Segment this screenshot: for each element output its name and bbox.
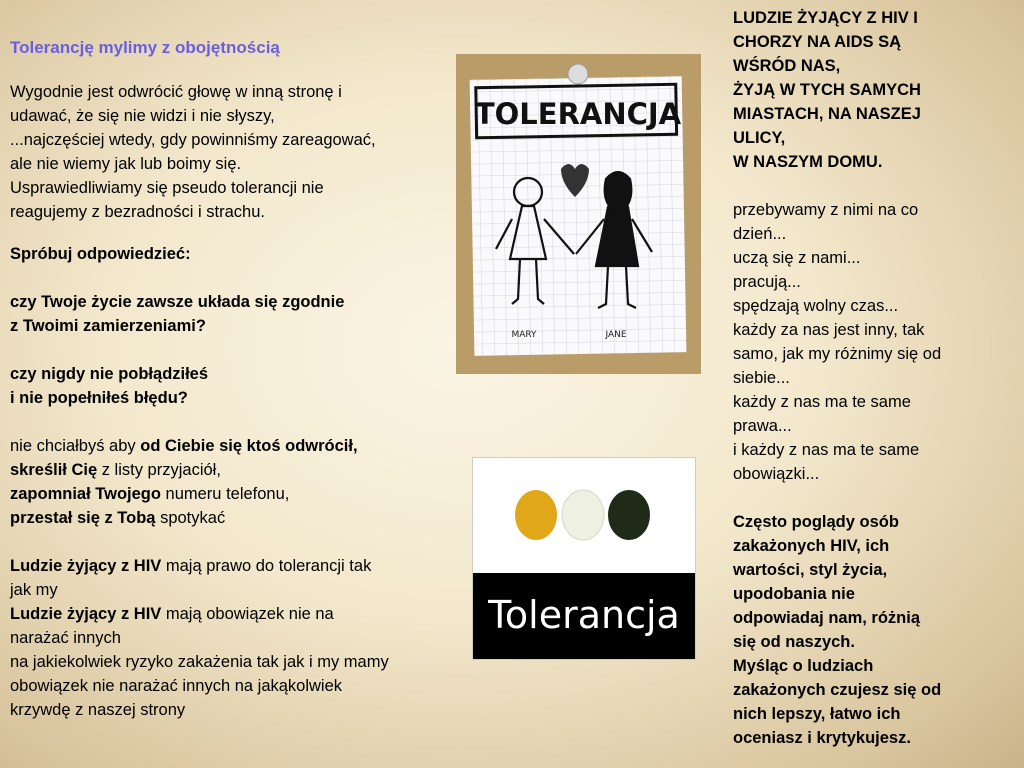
heading-line: MIASTACH, NA NASZEJ xyxy=(733,105,921,123)
rights-line: krzywdę z naszej strony xyxy=(10,701,186,719)
intro-line: Usprawiedliwiamy się pseudo tolerancji nie xyxy=(10,179,324,197)
name-jane: JANE xyxy=(605,330,627,340)
intro-line: ...najczęściej wtedy, gdy powinniśmy zareagować, xyxy=(10,131,376,149)
question-2-line: czy nigdy nie pobłądziłeś xyxy=(10,365,209,383)
right-column xyxy=(733,6,995,750)
closing-line: się od naszych. xyxy=(733,633,855,651)
list-line: przebywamy z nimi na co xyxy=(733,201,919,219)
rights-line xyxy=(10,554,470,578)
text-span: numeru telefonu, xyxy=(160,485,290,503)
intro-line: Wygodnie jest odwrócić głowę w inną stronę i xyxy=(10,83,342,101)
list-line: każdy z nas ma te same xyxy=(733,393,911,411)
heading-line: LUDZIE ŻYJĄCY Z HIV I xyxy=(733,9,918,27)
question-3 xyxy=(10,434,470,530)
closing-line: zakażonych HIV, ich xyxy=(733,537,890,555)
name-mary: MARY xyxy=(511,330,537,340)
list-line: uczą się z nami... xyxy=(733,249,861,267)
list-line: siebie... xyxy=(733,369,790,387)
text-span: mają obowiązek nie na xyxy=(161,605,334,623)
eggs-logo-graphic xyxy=(473,458,695,659)
heading-line: ULICY, xyxy=(733,129,786,147)
right-list xyxy=(733,198,995,486)
closing-line: wartości, styl życia, xyxy=(733,561,888,579)
list-line: prawa... xyxy=(733,417,792,435)
closing-line: Często poglądy osób xyxy=(733,513,899,531)
closing-line: upodobania nie xyxy=(733,585,855,603)
closing-line: odpowiadaj nam, różnią xyxy=(733,609,921,627)
heading-line: CHORZY NA AIDS SĄ xyxy=(733,33,902,51)
text-span-bold: skreślił Cię xyxy=(10,461,98,479)
rights-line: narażać innych xyxy=(10,629,121,647)
text-span: spotykać xyxy=(155,509,226,527)
logo-text: Tolerancja xyxy=(488,593,680,637)
drawing-illustration xyxy=(456,54,701,374)
text-span-bold: zapomniał Twojego xyxy=(10,485,161,503)
question-3-line xyxy=(10,458,470,482)
egg-dark xyxy=(608,490,650,540)
tolerance-drawing-photo xyxy=(456,54,701,374)
tolerance-eggs-logo xyxy=(472,457,696,660)
rights-line xyxy=(10,602,470,626)
intro-line: udawać, że się nie widzi i nie słyszy, xyxy=(10,107,275,125)
page-title: Tolerancję mylimy z obojętnością xyxy=(10,38,280,57)
rights-line: jak my xyxy=(10,581,58,599)
heading-line: ŻYJĄ W TYCH SAMYCH xyxy=(733,81,921,99)
question-1-line: czy Twoje życie zawsze układa się zgodnie xyxy=(10,293,345,311)
closing-line: Myśląc o ludziach xyxy=(733,657,874,675)
drawing-title: TOLERANCJA xyxy=(474,97,682,131)
list-line: pracują... xyxy=(733,273,801,291)
list-line: i każdy z nas ma te same xyxy=(733,441,920,459)
question-3-line xyxy=(10,482,470,506)
list-line: obowiązki... xyxy=(733,465,820,483)
intro-line: ale nie wiemy jak lub boimy się. xyxy=(10,155,242,173)
heading-line: WŚRÓD NAS, xyxy=(733,57,841,75)
question-2 xyxy=(10,362,470,410)
rights-paragraph xyxy=(10,554,470,722)
question-3-line xyxy=(10,506,470,530)
question-1-line: z Twoimi zamierzeniami? xyxy=(10,317,206,335)
list-line: samo, jak my różnimy się od xyxy=(733,345,942,363)
closing-line: oceniasz i krytykujesz. xyxy=(733,729,911,747)
egg-white xyxy=(562,490,604,540)
right-heading xyxy=(733,6,995,174)
prompt-heading: Spróbuj odpowiedzieć: xyxy=(10,245,191,263)
question-2-line: i nie popełniłeś błędu? xyxy=(10,389,188,407)
right-closing xyxy=(733,510,995,750)
closing-line: zakażonych czujesz się od xyxy=(733,681,942,699)
text-span-bold: Ludzie żyjący z HIV xyxy=(10,605,162,623)
intro-line: reagujemy z bezradności i strachu. xyxy=(10,203,265,221)
text-span: z listy przyjaciół, xyxy=(97,461,221,479)
list-line: spędzają wolny czas... xyxy=(733,297,899,315)
closing-line: nich lepszy, łatwo ich xyxy=(733,705,901,723)
heading-line: W NASZYM DOMU. xyxy=(733,153,883,171)
text-span-bold: Ludzie żyjący z HIV xyxy=(10,557,162,575)
text-span-bold: przestał się z Tobą xyxy=(10,509,156,527)
question-1 xyxy=(10,290,470,338)
egg-yellow xyxy=(515,490,557,540)
list-line: dzień... xyxy=(733,225,787,243)
rights-line: na jakiekolwiek ryzyko zakażenia tak jak i my mamy xyxy=(10,653,389,671)
left-column xyxy=(10,36,470,722)
text-span-bold: od Ciebie się ktoś odwrócił, xyxy=(140,437,358,455)
text-span: mają prawo do tolerancji tak xyxy=(161,557,372,575)
text-span: nie chciałbyś aby xyxy=(10,437,141,455)
rights-line: obowiązek nie narażać innych na jakąkolwiek xyxy=(10,677,343,695)
intro-paragraph xyxy=(10,80,470,224)
question-3-line xyxy=(10,434,470,458)
list-line: każdy za nas jest inny, tak xyxy=(733,321,925,339)
